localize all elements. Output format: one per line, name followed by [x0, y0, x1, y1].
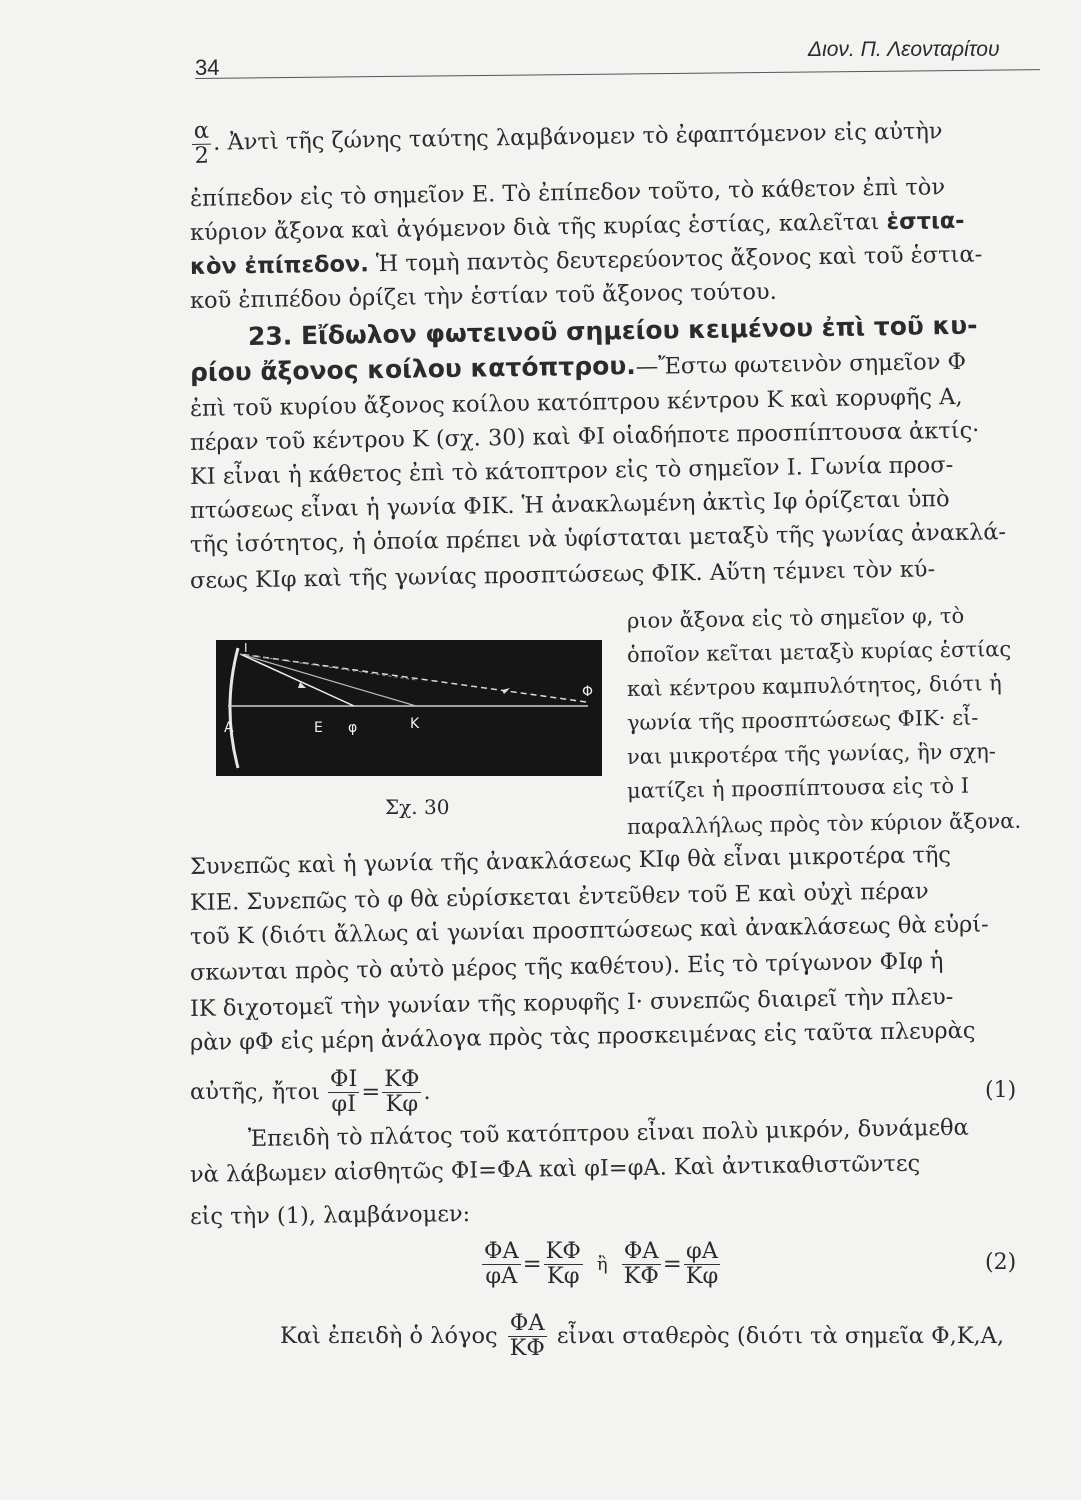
section-line: πέραν τοῦ κέντρου Κ (σχ. 30) καὶ ΦΙ οἱαδήποτε προσπίπτουσα ἀκτίς· [189, 417, 980, 456]
equation-1 [190, 1068, 431, 1116]
frac-num: ΦΑ [623, 1238, 659, 1264]
frac-den: 2 [194, 142, 210, 169]
equation-1-number: (1) [985, 1078, 1017, 1103]
label-E: Ε [314, 720, 323, 736]
label-phi-small: φ [348, 720, 358, 736]
frac-den: ΚΦ [509, 1334, 545, 1361]
frac-den: ΚΦ [623, 1262, 659, 1289]
para1-line5: κοῦ ἐπιπέδου ὁρίζει τὴν ἑστίαν τοῦ ἄξονος τούτου. [189, 278, 777, 314]
eq1-equals: = [361, 1079, 381, 1106]
section-line: ΚΙ εἶναι ἡ κάθετος ἐπὶ τὸ κάτοπτρον εἰς τὸ σημεῖον Ι. Γωνία προσ- [189, 452, 954, 490]
figure-background [216, 640, 602, 776]
eq2-fraction-a [482, 1240, 521, 1288]
para3-line1: Ἐπειδὴ τὸ πλάτος τοῦ κατόπτρου εἶναι πολὺ μικρόν, δυνάμεθα [247, 1114, 969, 1152]
section-heading: 23. Εἴδωλον φωτεινοῦ σημείου κειμένου ἐπὶ τοῦ κυ- [247, 310, 978, 351]
term-focal-plane-2: κὸν ἐπίπεδον. [189, 251, 369, 280]
body-line: ΙΚ διχοτομεῖ τὴν γωνίαν τῆς κορυφῆς Ι· συνεπῶς διαιρεῖ τὴν πλευ- [189, 984, 954, 1022]
eq2-equals-1: = [522, 1251, 542, 1278]
eq2-equals-2: = [662, 1251, 682, 1278]
eq2-fraction-c [622, 1240, 661, 1288]
frac-num: ΚΦ [545, 1238, 581, 1264]
frac-num: ΦΙ [330, 1066, 358, 1092]
frac-num: α [192, 120, 212, 145]
label-K: Κ [410, 716, 420, 732]
para3-line2: νὰ λάβωμεν αἰσθητῶς ΦΙ=ΦΑ καὶ φΙ=φΑ. Καὶ ἀντικαθιστῶντες [189, 1150, 921, 1188]
frac-den: Κφ [685, 1262, 719, 1289]
last-line-fraction [508, 1312, 547, 1360]
label-A: Α [224, 720, 234, 736]
beside-figure-line: καὶ κέντρου καμπυλότητος, διότι ἡ [626, 671, 1002, 701]
body-line: Συνεπῶς καὶ ἡ γωνία τῆς ἀνακλάσεως ΚΙφ θὰ εἶναι μικροτέρα τῆς [189, 842, 952, 880]
beside-figure-line: γωνία τῆς προσπτώσεως ΦΙΚ· εἶ- [626, 705, 979, 735]
para1-line4-text: Ἡ τομὴ παντὸς δευτερεύοντος ἄξονος καὶ τοῦ ἑστια- [375, 241, 983, 278]
beside-figure-line: παραλλήλως πρὸς τὸν κύριον ἄξονα. [626, 808, 1022, 839]
label-I: Ι [244, 641, 248, 655]
body-line: ρὰν φΦ εἰς μέρη ἀνάλογα πρὸς τὰς προσκειμένας εἰς ταῦτα πλευρὰς [189, 1017, 976, 1056]
eq2-fraction-b [544, 1240, 583, 1288]
last-line-suffix: εἶναι σταθερὸς (διότι τὰ σημεῖα Φ,Κ,Α, [556, 1323, 1005, 1350]
section-heading-cont: ρίου ἄξονος κοίλου κατόπτρου. [189, 351, 636, 387]
mirror-diagram [216, 640, 602, 776]
section-line2-text: —Ἔστω φωτεινὸν σημεῖον Φ [635, 348, 967, 380]
section-heading-line2 [190, 346, 967, 389]
last-line-prefix: Καὶ ἐπειδὴ ὁ λόγος [280, 1323, 498, 1350]
para1-line3-text: κύριον ἄξονα καὶ ἀγόμενον διὰ τῆς κυρίας ἑστίας, καλεῖται [189, 209, 880, 246]
eq2-fraction-d [684, 1240, 721, 1288]
label-Phi: Φ [582, 684, 594, 700]
figure-caption: Σχ. 30 [385, 795, 450, 819]
header-rule [195, 69, 1040, 79]
section-line: τῆς ἰσότητος, ἡ ὁποία πρέπει νὰ ὑφίσταται μεταξὺ τῆς γωνίας ἀνακλά- [189, 519, 1007, 558]
equation-2-number: (2) [985, 1250, 1017, 1275]
last-line [280, 1312, 1004, 1360]
frac-num: ΦΑ [484, 1238, 519, 1264]
eq1-prefix: αὐτῆς, ἤτοι [190, 1079, 321, 1106]
beside-figure-line: ματίζει ἡ προσπίπτουσα εἰς τὸ Ι [626, 773, 970, 803]
eq2-or: ἢ [596, 1253, 608, 1275]
section-line: ἐπὶ τοῦ κυρίου ἄξονος κοίλου κατόπτρου κέντρου Κ καὶ κορυφῆς Α, [189, 383, 963, 422]
frac-den: Κφ [546, 1262, 580, 1289]
para1-line1-text: . Ἀντὶ τῆς ζώνης ταύτης λαμβάνομεν τὸ ἐφαπτόμενον εἰς αὐτὴν [212, 118, 943, 156]
body-line: ΚΙΕ. Συνεπῶς τὸ φ θὰ εὑρίσκεται ἐντεῦθεν τοῦ Ε καὶ οὐχὶ πέραν [189, 878, 929, 916]
figure-30-concave-mirror [216, 640, 602, 776]
body-line: τοῦ Κ (διότι ἄλλως αἱ γωνίαι προσπτώσεως καὶ ἀνακλάσεως θὰ εὑρί- [189, 911, 989, 950]
frac-num: ΦΑ [509, 1310, 545, 1336]
frac-num: ΚΦ [384, 1066, 420, 1092]
para1-line1 [190, 108, 943, 168]
frac-den: φΑ [485, 1262, 518, 1289]
running-title: Διον. Π. Λεονταρίτου [808, 38, 1000, 61]
frac-den: φΙ [331, 1090, 357, 1117]
para3-line3: εἰς τὴν (1), λαμβάνομεν: [189, 1201, 471, 1230]
section-line: πτώσεως εἶναι ἡ γωνία ΦΙΚ. Ἡ ἀνακλωμένη ἀκτὶς Ιφ ὁρίζεται ὑπὸ [189, 486, 950, 524]
beside-figure-line: ναι μικροτέρα τῆς γωνίας, ἣν σχη- [626, 739, 997, 769]
equation-2 [480, 1240, 722, 1288]
beside-figure-line: ὁποῖον κεῖται μεταξὺ κυρίας ἑστίας [626, 636, 1012, 667]
fraction-a-over-2 [192, 117, 212, 169]
eq1-suffix: . [423, 1079, 431, 1106]
eq1-fraction-1 [328, 1068, 359, 1116]
beside-figure-line: ριον ἄξονα εἰς τὸ σημεῖον φ, τὸ [626, 603, 965, 633]
term-focal-plane-1: ἑστια- [886, 207, 965, 236]
body-line: σκωνται πρὸς τὸ αὐτὸ μέρος τῆς καθέτου). Εἰς τὸ τρίγωνον ΦΙφ ἡ [189, 948, 944, 986]
eq1-fraction-2 [382, 1068, 421, 1116]
frac-num: φΑ [686, 1238, 719, 1264]
para1-line2: ἐπίπεδον εἰς τὸ σημεῖον Ε. Τὸ ἐπίπεδον τοῦτο, τὸ κάθετον ἐπὶ τὸν [189, 174, 946, 212]
section-line: σεως ΚΙφ καὶ τῆς γωνίας προσπτώσεως ΦΙΚ. Αὕτη τέμνει τὸν κύ- [189, 556, 936, 594]
frac-den: Κφ [385, 1090, 419, 1117]
page-number: 34 [195, 55, 220, 80]
